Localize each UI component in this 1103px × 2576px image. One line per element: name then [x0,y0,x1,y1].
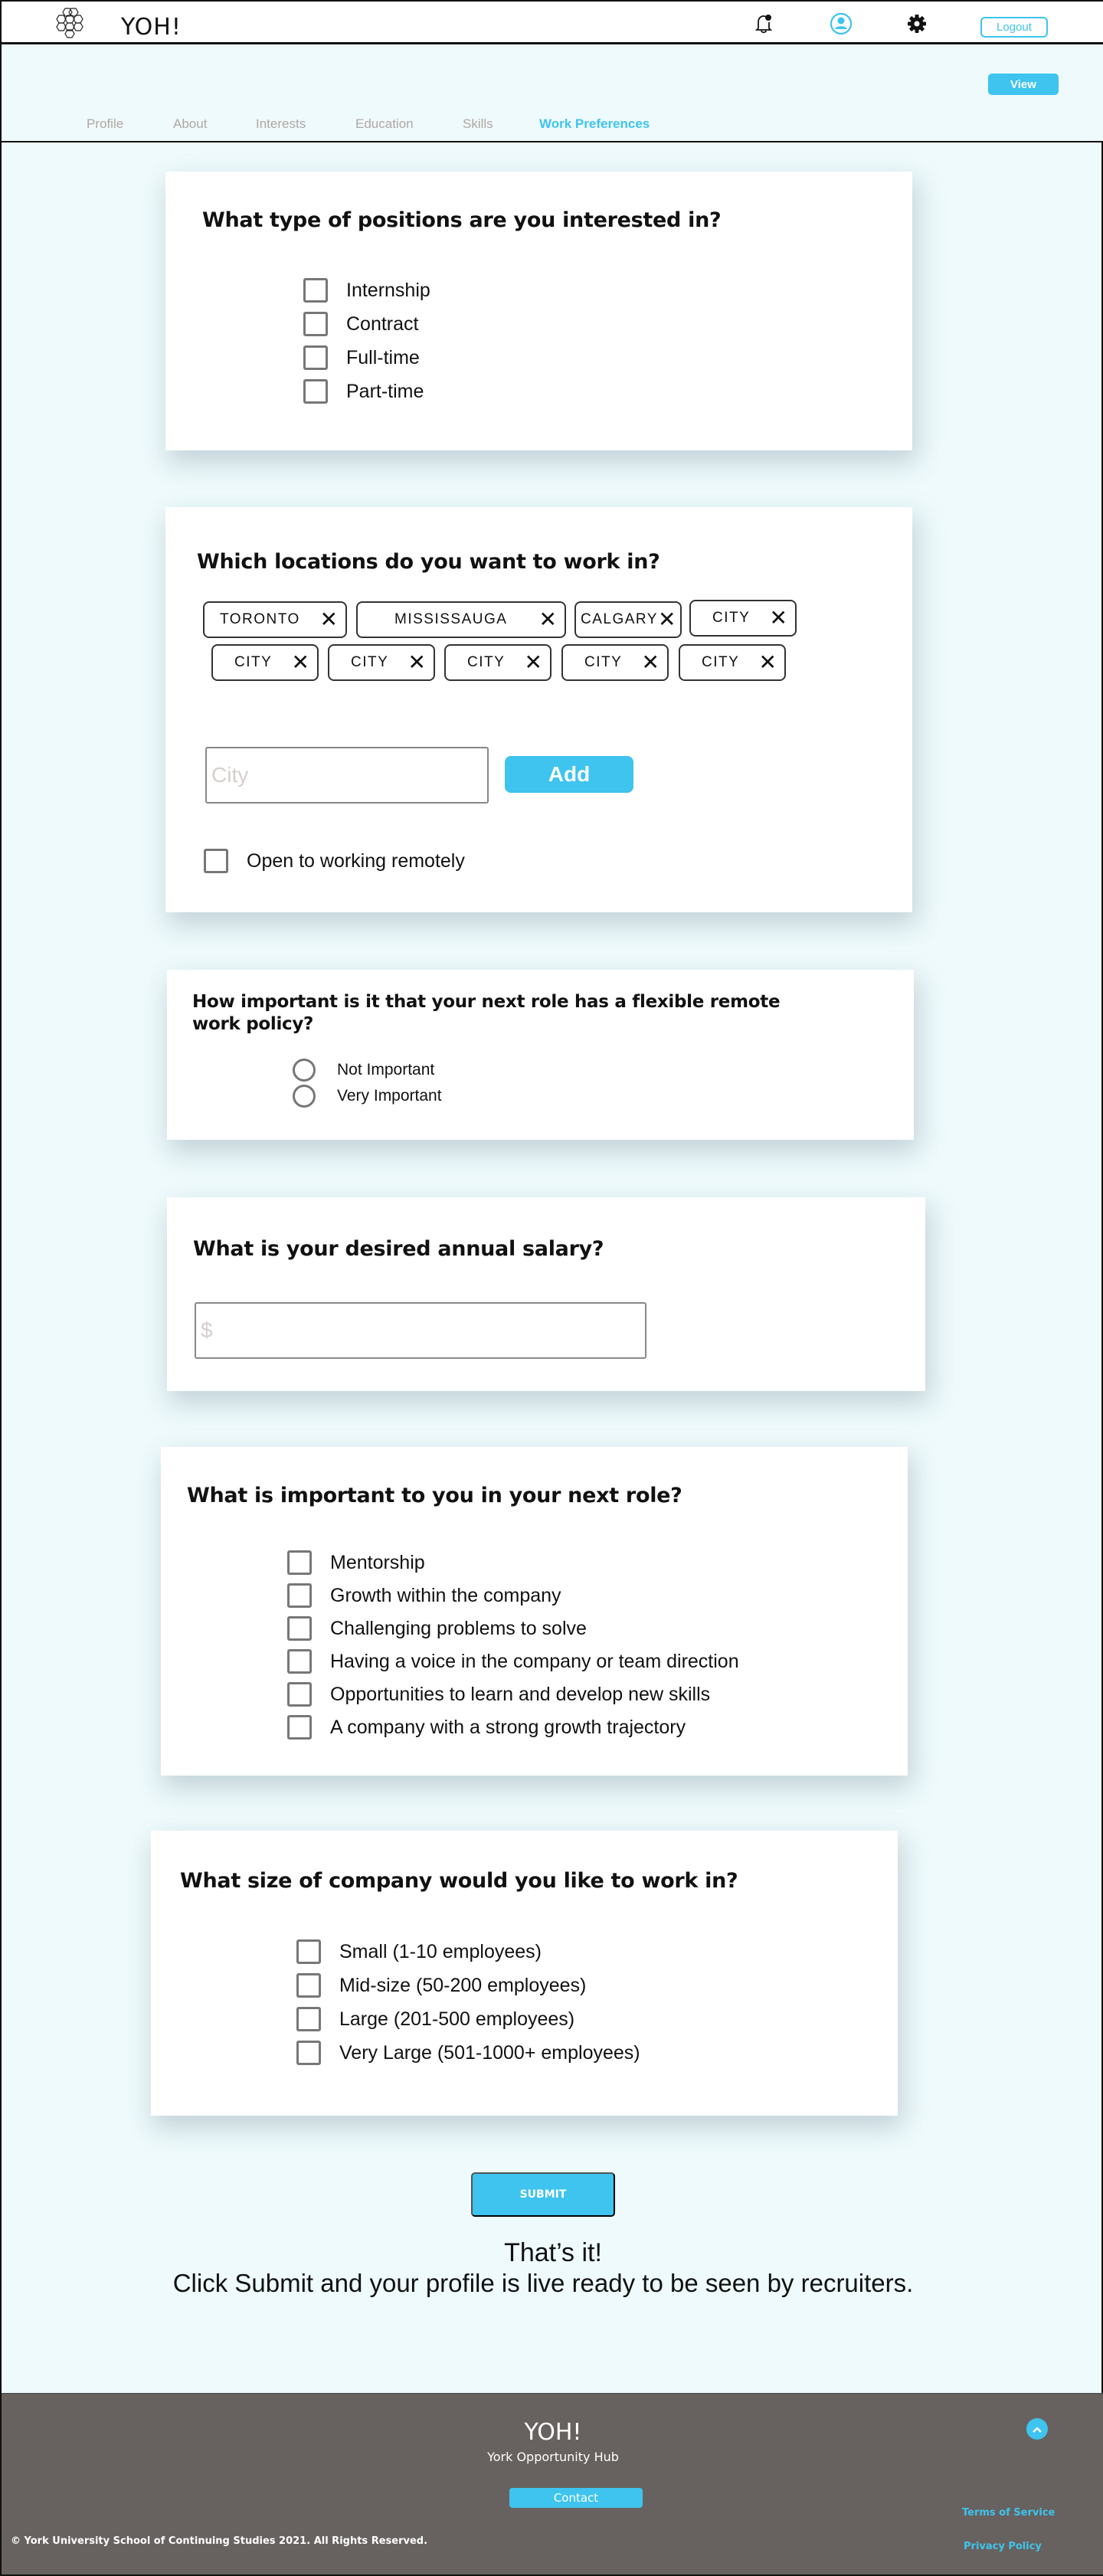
add-city-button[interactable]: Add [505,756,633,793]
option-label: Full-time [346,346,420,368]
profile-section-nav [2,44,1103,142]
option-label: Mentorship [330,1551,425,1573]
remove-icon[interactable]: ✕ [319,607,338,632]
completion-message: Click Submit and your profile is live ready to be seen by recruiters. [172,2269,914,2297]
remote-option-very-important[interactable] [293,1083,442,1109]
location-chip [679,644,786,681]
location-chip [211,644,319,681]
location-chip [203,601,347,638]
tab-education[interactable]: Education [355,116,414,131]
checkbox[interactable] [287,1649,312,1674]
role-priorities-card [161,1447,908,1776]
footer-brand: YOH! [524,2419,582,2446]
chip-label: CITY [702,654,740,670]
checkbox[interactable] [204,849,228,873]
option-label: Opportunities to learn and develop new skills [330,1683,711,1705]
option-label: Growth within the company [330,1584,561,1606]
remove-icon[interactable]: ✕ [657,607,676,632]
remove-icon[interactable]: ✕ [291,650,309,675]
option-label: A company with a strong growth trajectory [330,1716,686,1738]
checkbox[interactable] [296,1939,321,1964]
checkbox[interactable] [287,1550,312,1575]
option-label: Mid-size (50-200 employees) [339,1974,587,1996]
option-label: Contract [346,313,419,335]
honeycomb-logo-icon[interactable] [55,8,84,38]
remove-icon[interactable]: ✕ [758,650,777,675]
scroll-to-top-button[interactable] [1026,2418,1048,2440]
priority-option-mentorship[interactable] [287,1550,425,1576]
chip-label: CITY [584,654,623,670]
priority-option-growth-trajectory[interactable] [287,1714,686,1740]
positions-question: What type of positions are you interested in? [202,208,722,232]
size-option-large[interactable] [296,2006,574,2032]
remote-policy-question [192,991,780,1036]
option-label: Very Large (501-1000+ employees) [339,2041,640,2064]
option-label: Very Important [337,1087,442,1105]
chip-label: MISSISSAUGA [394,611,508,627]
checkbox[interactable] [303,278,328,303]
locations-question: Which locations do you want to work in? [197,550,660,574]
notifications-button[interactable] [752,14,775,37]
profile-button[interactable] [830,14,853,37]
checkbox[interactable] [303,312,328,336]
priority-option-growth[interactable] [287,1583,561,1609]
location-chip [574,601,682,638]
option-label: Not Important [337,1061,435,1079]
salary-question: What is your desired annual salary? [193,1237,604,1261]
option-label: Internship [346,279,430,301]
location-chip [356,601,566,638]
question-line-1: How important is it that your next role has a flexible remote [192,992,781,1012]
chip-label: CITY [351,654,389,670]
locations-card [165,507,912,912]
checkbox[interactable] [287,1715,312,1740]
settings-button[interactable] [905,14,928,37]
checkbox[interactable] [303,345,328,370]
gear-icon [907,14,927,37]
checkbox[interactable] [296,2041,321,2065]
chip-label: TORONTO [220,611,300,627]
salary-input[interactable] [195,1302,646,1359]
priority-option-challenging-problems[interactable] [287,1615,587,1642]
tab-work-preferences[interactable]: Work Preferences [539,116,650,131]
chip-label: CITY [712,610,751,626]
tab-profile[interactable]: Profile [87,116,124,131]
chip-label: CALGARY [581,611,658,627]
remove-icon[interactable]: ✕ [769,605,787,630]
logout-button[interactable]: Logout [980,17,1048,38]
chevron-up-icon [1032,2422,1042,2437]
size-option-very-large[interactable] [296,2040,640,2066]
priority-option-learning[interactable] [287,1681,710,1707]
location-chip [444,644,552,681]
checkbox[interactable] [296,1973,321,1998]
user-profile-icon [830,12,853,38]
question-line-2: work policy? [192,1014,314,1034]
radio-button[interactable] [293,1085,316,1108]
checkbox[interactable] [296,2007,321,2031]
footer-subtitle: York Opportunity Hub [487,2450,619,2464]
brand-title[interactable]: YOH! [121,14,182,41]
option-label: Having a voice in the company or team direction [330,1650,739,1672]
remove-icon[interactable]: ✕ [538,607,557,632]
remote-policy-card [167,970,914,1140]
remote-option-not-important[interactable] [293,1057,434,1083]
location-chip [689,600,797,637]
remove-icon[interactable]: ✕ [407,650,426,675]
size-option-mid[interactable] [296,1972,586,1998]
open-to-remote-option[interactable] [204,848,465,874]
completion-title: That’s it! [504,2238,602,2267]
bell-icon [754,13,774,38]
tab-interests[interactable]: Interests [256,116,306,131]
remove-icon[interactable]: ✕ [524,650,542,675]
priority-option-voice[interactable] [287,1648,739,1674]
city-input[interactable] [205,747,489,804]
remove-icon[interactable]: ✕ [641,650,660,675]
position-option-full-time[interactable] [303,345,420,371]
checkbox[interactable] [287,1682,312,1707]
role-priorities-question: What is important to you in your next role? [187,1484,682,1507]
company-size-card [151,1831,898,2116]
location-chip [561,644,669,681]
tab-skills[interactable]: Skills [463,116,493,131]
option-label: Small (1-10 employees) [339,1940,542,1962]
contact-button[interactable]: Contact [509,2488,643,2508]
position-option-part-time[interactable] [303,378,424,404]
terms-of-service-link[interactable]: Terms of Service [962,2507,1056,2519]
chip-label: CITY [467,654,506,670]
company-size-question: What size of company would you like to work in? [180,1869,738,1893]
view-profile-button[interactable]: View [988,74,1059,95]
option-label: Challenging problems to solve [330,1617,587,1639]
checkbox[interactable] [287,1616,312,1641]
submit-button[interactable]: SUBMIT [471,2172,615,2217]
option-label: Part-time [346,380,424,402]
top-bar [2,0,1103,44]
footer [2,2393,1103,2576]
position-option-contract[interactable] [303,311,418,337]
tab-about[interactable]: About [173,116,208,131]
checkbox[interactable] [287,1583,312,1608]
option-label: Large (201-500 employees) [339,2008,575,2030]
positions-card [165,172,912,450]
location-chip [328,644,435,681]
size-option-small[interactable] [296,1939,542,1965]
salary-card [167,1197,925,1391]
checkbox[interactable] [303,379,328,404]
chip-label: CITY [234,654,273,670]
position-option-internship[interactable] [303,277,430,303]
copyright-text: © York University School of Continuing Studies 2021. All Rights Reserved. [11,2535,428,2547]
privacy-policy-link[interactable]: Privacy Policy [964,2541,1042,2552]
option-label: Open to working remotely [247,849,465,872]
radio-button[interactable] [293,1059,316,1082]
